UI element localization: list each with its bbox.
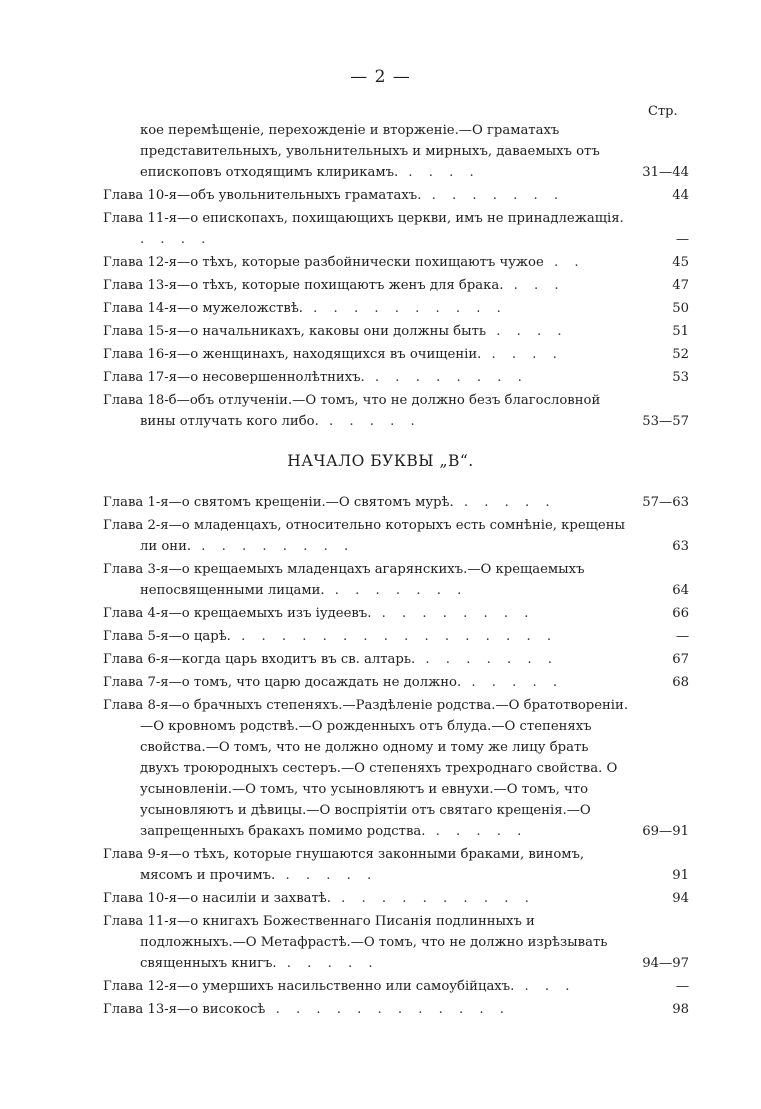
toc-entry <box>103 844 689 886</box>
toc-entry-page: 66 <box>672 606 689 621</box>
toc-part-1 <box>103 120 689 432</box>
toc-entry-page: — <box>675 232 689 247</box>
toc-entry-text: Глава 17-я—о несовершеннолѣтнихъ. <box>103 370 365 385</box>
toc-entry-page: 98 <box>672 1002 689 1017</box>
toc-entry-page: 44 <box>672 188 689 203</box>
dot-leader: . . . . . . . . . . . . . . . . <box>230 629 558 644</box>
toc-entry-page: 63 <box>672 539 689 554</box>
toc-entry-page: 57—63 <box>642 495 689 510</box>
dot-leader: . . . . <box>398 165 480 180</box>
toc-entry-text: Глава 18-б—объ отлученіи.—О томъ, что не должно безъ благословной вины отлучать кого либо. <box>103 393 601 429</box>
toc-entry-page: — <box>675 629 689 644</box>
toc-entry <box>103 208 689 250</box>
dot-leader: . . . <box>503 278 565 293</box>
toc-entry-page: — <box>675 979 689 994</box>
toc-entry-text: Глава 11-я—о книгахъ Божественнаго Писанія подлинныхъ и подложныхъ.—О Метафрастѣ.—О томъ, что не должно изрѣзывать священныхъ книгъ. <box>103 914 608 971</box>
dot-leader: . . . . . . . <box>324 583 468 598</box>
dot-leader: . . . . . <box>275 868 378 883</box>
toc-entry <box>103 999 689 1020</box>
toc-entry <box>103 120 689 183</box>
toc-entry <box>103 515 689 557</box>
toc-entry <box>103 492 689 513</box>
toc-entry-text: Глава 9-я—о тѣхъ, которые гнушаются законными браками, виномъ, мясомъ и прочимъ. <box>103 847 585 883</box>
toc-entry-page: 50 <box>672 301 689 316</box>
toc-entry <box>103 185 689 206</box>
dot-leader: . . . . . . . . <box>371 606 535 621</box>
dot-leader: . . . . <box>140 232 212 247</box>
dot-leader: . . . <box>514 979 576 994</box>
toc-part-2 <box>103 492 689 1020</box>
toc-entry-text: Глава 6-я—когда царь входитъ въ св. алтарь. <box>103 652 416 667</box>
dot-leader: . . . . . . . <box>421 188 565 203</box>
toc-entry-text: Глава 5-я—о царѣ. <box>103 629 231 644</box>
section-title: НАЧАЛО БУКВЫ „В“. <box>287 452 474 470</box>
toc-entry <box>103 603 689 624</box>
toc-entry <box>103 976 689 997</box>
toc-entry-page: 68 <box>672 675 689 690</box>
dot-leader: . . . . . . . . <box>364 370 528 385</box>
toc-entry <box>103 344 689 365</box>
toc-entry <box>103 626 689 647</box>
toc-entry <box>103 888 689 909</box>
toc-entry-text: Глава 8-я—о брачныхъ степеняхъ.—Раздѣленіе родства.—О братотвореніи.—О кровномъ родствѣ.—О рожденныхъ отъ блуда.—О степеняхъ свойства.—О томъ, что не должно одному и тому же лицу брать двухъ троюродныхъ сестеръ.—О степеняхъ трехроднаго свойства. О усыновленіи.—О томъ, что усыновляютъ и евнухи.—О томъ, что усыновляютъ и дѣвицы.—О воспріятіи отъ святаго крещенія.—О запрещенныхъ бракахъ помимо родства. <box>103 698 629 839</box>
toc-entry-text: Глава 3-я—о крещаемыхъ младенцахъ агарянскихъ.—О крещаемыхъ непосвященными лицами. <box>103 562 585 598</box>
dot-leader: . . . . . <box>318 414 421 429</box>
toc-entry-page: 94 <box>672 891 689 906</box>
toc-entry-page: 67 <box>672 652 689 667</box>
toc-entry-text: Глава 2-я—о младенцахъ, относительно которыхъ есть сомнѣніе, крещены ли они. <box>103 518 626 554</box>
dot-leader: . . . . . . . <box>415 652 558 667</box>
dot-leader: . . . . <box>481 347 563 362</box>
toc-entry-text: Глава 16-я—о женщинахъ, находящихся въ очищеніи. <box>103 347 482 362</box>
toc-entry <box>103 390 689 432</box>
toc-entry <box>103 252 689 273</box>
toc-entry-text: Глава 7-я—о томъ, что царю досаждать не должно. <box>103 675 462 690</box>
toc-entry-page: 45 <box>672 255 689 270</box>
dot-leader: . . . . . <box>425 824 528 839</box>
toc-entry-page: 52 <box>672 347 689 362</box>
toc-entry <box>103 298 689 319</box>
dot-leader: . . . . . . . . <box>191 539 355 554</box>
toc-entry-page: 53—57 <box>642 414 689 429</box>
page-column-header: Стр. <box>648 104 678 119</box>
toc-entry-page: 53 <box>672 370 689 385</box>
toc-entry-page: 31—44 <box>642 165 689 180</box>
toc-entry-text: Глава 10-я—объ увольнительныхъ граматахъ. <box>103 188 422 203</box>
toc-entry-page: 51 <box>672 324 689 339</box>
toc-entry-text: Глава 10-я—о насиліи и захватѣ. <box>103 891 331 906</box>
dot-leader: . . . . . <box>276 956 379 971</box>
toc-entry-text: Глава 12-я—о тѣхъ, которые разбойнически похищаютъ чужое <box>103 255 544 270</box>
toc-entry-page: 69—91 <box>642 824 689 839</box>
toc-entry <box>103 367 689 388</box>
toc-entry <box>103 321 689 342</box>
toc-entry-page: 91 <box>672 868 689 883</box>
toc-entry-text: Глава 1-я—о святомъ крещеніи.—О святомъ мурѣ. <box>103 495 454 510</box>
toc-entry <box>103 695 689 842</box>
toc-entry-text: Глава 15-я—о начальникахъ, каковы они должны быть <box>103 324 487 339</box>
toc-entry <box>103 559 689 601</box>
toc-entry-page: 94—97 <box>642 956 689 971</box>
toc-entry <box>103 672 689 693</box>
dot-leader: . . <box>543 255 585 270</box>
toc-entry <box>103 275 689 296</box>
dot-leader: . . . . . . . . . . <box>302 301 507 316</box>
dot-leader: . . . . . <box>461 675 564 690</box>
toc-entry-text: Глава 13-я—о високосѣ <box>103 1002 266 1017</box>
dot-leader: . . . . . . . . . . . . <box>265 1002 510 1017</box>
toc-entry-text: Глава 13-я—о тѣхъ, которые похищаютъ женъ для брака. <box>103 278 504 293</box>
dot-leader: . . . . . . . . . . <box>330 891 535 906</box>
toc-entry <box>103 649 689 670</box>
toc-entry-text: кое перемѣщеніе, перехожденіе и вторженіе.—О граматахъ представительныхъ, увольнительныхъ и мирныхъ, даваемыхъ отъ епископовъ отходящимъ клирикамъ. <box>140 123 600 180</box>
toc-entry-text: Глава 11-я—о епископахъ, похищающихъ церкви, имъ не принадлежащія. <box>103 211 624 226</box>
dot-leader: . . . . . <box>453 495 556 510</box>
toc-entry-text: Глава 12-я—о умершихъ насильственно или самоубійцахъ. <box>103 979 515 994</box>
toc-entry-text: Глава 4-я—о крещаемыхъ изъ іудеевъ. <box>103 606 372 621</box>
toc-entry-page: 47 <box>672 278 689 293</box>
toc-entry-page: 64 <box>672 583 689 598</box>
toc-entry <box>103 911 689 974</box>
page-number: — 2 — <box>350 67 411 87</box>
toc-entry-text: Глава 14-я—о мужеложствѣ. <box>103 301 303 316</box>
dot-leader: . . . . <box>486 324 568 339</box>
